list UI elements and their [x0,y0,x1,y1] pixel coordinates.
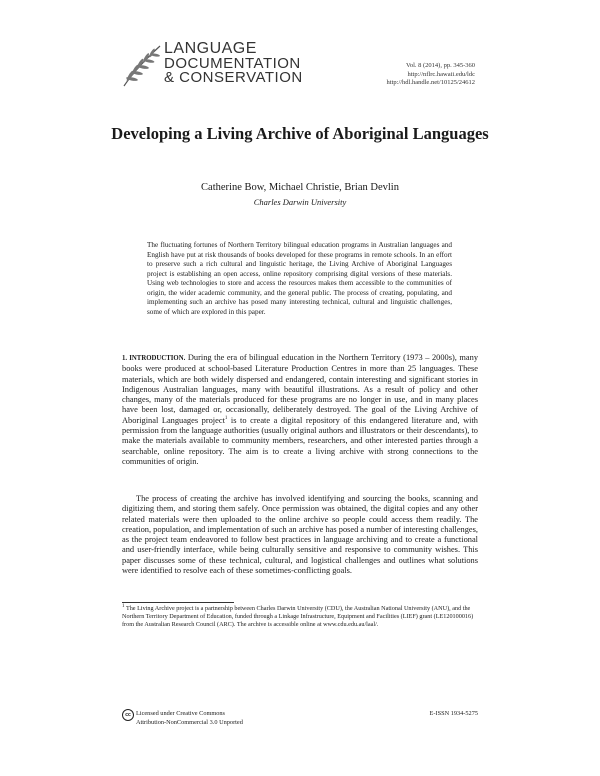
citation-url-journal[interactable]: http://nflrc.hawaii.edu/ldc [407,70,475,78]
citation-volume: Vol. 8 (2014), pp. 345-360 [405,62,475,69]
abstract: The fluctuating fortunes of Northern Territory bilingual education programs in Australian languages and English have put at risk thousands of books developed for these programs in remote schools. In an effort to preserve such a rich cultural and linguistic heritage, the Living Archive of Aboriginal Languages project is establishing an open access, online repository comprising digital versions of these materials. Using web technologies to store and access the resources makes them accessible to the communities of origin, the wider academic community, and the general public. The process of creating, populating, and implementing such an archive has posed many interesting technical, cultural and linguistic challenges, some of which are explored in this paper. [147,241,452,316]
footnote-text: The Living Archive project is a partnership between Charles Darwin University (CDU), the Australian National University (ANU), and the Northern Territory Department of Education, funded through a Linkage Infrastructure, Equipment and Facilities (LIEF) grant (LE120100016) from the Australian Research Council (ARC). The archive is accessible online at www.cdu.edu.au/laal/. [122,605,474,628]
creative-commons-icon[interactable]: cc [122,709,134,721]
logo-text-language: LANGUAGE [164,40,257,57]
paper-title: Developing a Living Archive of Aboriginal Languages [111,124,489,143]
citation-url-handle[interactable]: http://hdl.handle.net/10125/24612 [386,79,475,86]
citation-block [387,62,475,88]
footnote-mark: 1 [122,603,125,609]
license-line-1: Licensed under Creative Commons [136,710,226,717]
section-heading: 1. INTRODUCTION. [122,355,186,362]
logo-text-conservation: & CONSERVATION [164,69,303,86]
issn-number: E-ISSN 1934-5275 [429,710,478,717]
footnote [122,605,478,629]
license-line-2: Attribution-NonCommercial 3.0 Unported [136,719,243,726]
footnote-reference[interactable]: 1 [224,415,228,421]
intro-text-part1: During the era of bilingual education in the Northern Territory (1973 – 2000s), many books were produced at school-based Literature Production Centres in more than 25 languages. These materials, which are both widely dispersed and endangered, contain interesting and significant stories in Indigenous Australian languages, many with beautiful illustrations. As a result of policy and other changes, many of the materials produced for these programs are no longer in use, and in many places have been lost, damaged or, occasionally, deliberately destroyed. The goal of the Living Archive of Aboriginal Languages project [122,353,479,425]
author-affiliation: Charles Darwin University [253,197,347,207]
body-paragraph-intro [122,353,478,467]
body-paragraph-process: The process of creating the archive has involved identifying and sourcing the books, scanning and digitizing them, and storing them safely. Once permission was obtained, the digital copies and any other related materials were then uploaded to the online archive so people could access them readily. The creation, population, and implementation of such an archive has posed a number of interesting challenges, as the project team endeavored to follow best practices in language archiving and to create a functional and user-friendly interface, while being culturally sensitive and responsive to community wishes. This paper discusses some of these technical, cultural, and logistical challenges and outlines what solutions were identified to resolve each of these sometimes-conflicting goals. [122,494,478,576]
fern-leaf-icon [120,42,166,88]
journal-logo [120,40,303,88]
logo-text-documentation: DOCUMENTATION [164,55,301,72]
paper-authors: Catherine Bow, Michael Christie, Brian Devlin [201,182,399,193]
footnote-divider [122,602,234,603]
intro-text-part2: is to create a digital repository of this endangered literature and, with permission from the language authorities (usually original authors and illustrators or their descendants), to make the materials available to community members, researchers, and other interested parties through a searchable, online repository. The aim is to create a living archive with strong connections to the communities of origin. [122,415,478,466]
